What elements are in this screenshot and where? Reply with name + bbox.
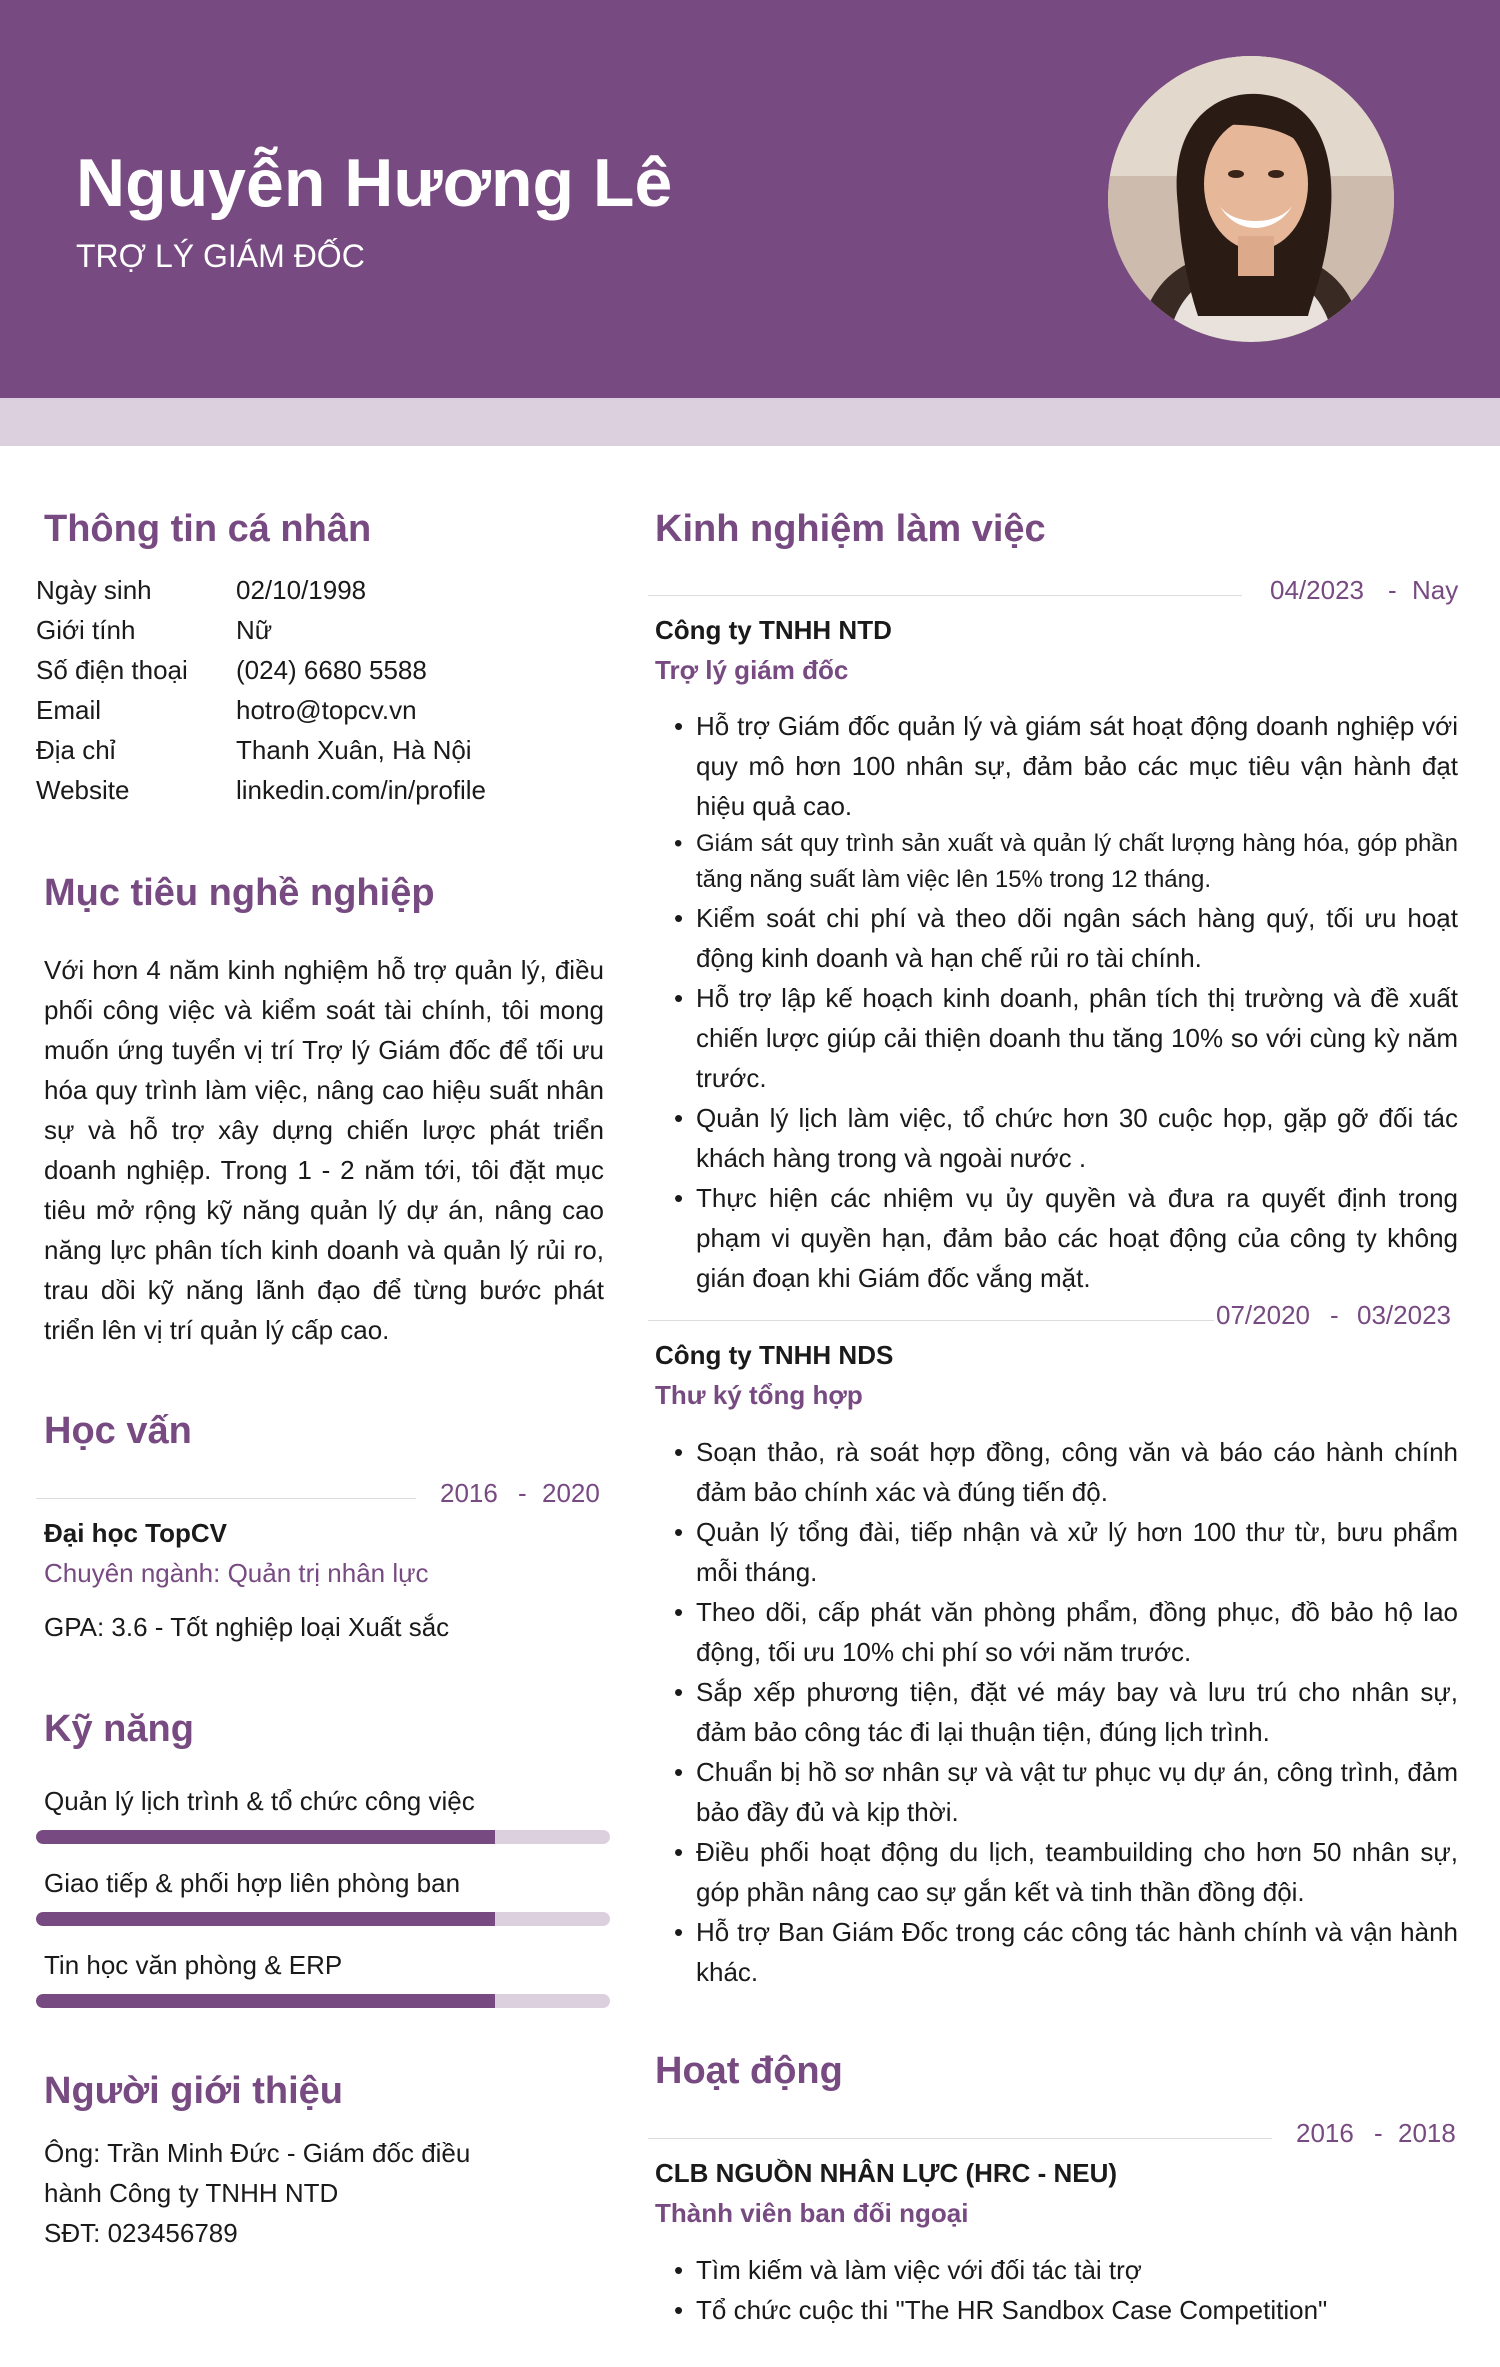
job-1-bullet-4: • Hỗ trợ lập kế hoạch kinh doanh, phân tích thị trường và đề xuất chiến lược giúp cải thiện doanh thu tăng 10% so với cùng kỳ năm trước. <box>672 978 1458 1098</box>
education-divider <box>36 1498 416 1499</box>
education-gpa: GPA: 3.6 - Tốt nghiệp loại Xuất sắc <box>44 1612 450 1642</box>
activity-divider <box>648 2138 1272 2139</box>
skills-heading: Kỹ năng <box>44 1708 194 1750</box>
education-major: Chuyên ngành: Quản trị nhân lực <box>44 1558 429 1588</box>
job-1-divider <box>648 595 1242 596</box>
skill-3-name: Tin học văn phòng & ERP <box>44 1950 343 1980</box>
address-value: Thanh Xuân, Hà Nội <box>236 735 472 765</box>
objective-heading: Mục tiêu nghề nghiệp <box>44 872 435 914</box>
job-1-responsibilities <box>672 706 1458 1298</box>
skill-3-fill <box>36 1994 495 2008</box>
activity-start: 2016 <box>1296 2118 1354 2148</box>
skill-1-name: Quản lý lịch trình & tổ chức công việc <box>44 1786 475 1816</box>
job-1-date-sep: - <box>1388 575 1397 605</box>
job-2-start: 07/2020 <box>1216 1300 1310 1330</box>
job-1-end: Nay <box>1412 575 1459 605</box>
activity-tasks <box>672 2250 1458 2330</box>
activity-org: CLB NGUỒN NHÂN LỰC (HRC - NEU) <box>655 2158 1118 2188</box>
activities-heading: Hoạt động <box>655 2050 843 2092</box>
job-2-bullet-5: • Chuẩn bị hồ sơ nhân sự và vật tư phục vụ dự án, công trình, đảm bảo đầy đủ và kịp thời. <box>672 1752 1458 1832</box>
personal-info-heading: Thông tin cá nhân <box>44 508 372 550</box>
job-2-responsibilities <box>672 1432 1458 1992</box>
gender-label: Giới tính <box>36 615 136 645</box>
email-label: Email <box>36 695 102 725</box>
address-label: Địa chỉ <box>36 735 116 765</box>
education-school: Đại học TopCV <box>44 1518 227 1548</box>
job-2-end: 03/2023 <box>1357 1300 1451 1330</box>
website-label: Website <box>36 775 130 805</box>
email-value: hotro@topcv.vn <box>236 695 417 725</box>
job-2-role: Thư ký tổng hợp <box>655 1380 863 1410</box>
job-2-divider <box>648 1320 1214 1321</box>
activity-role: Thành viên ban đối ngoại <box>655 2198 969 2228</box>
reference-line-2: hành Công ty TNHH NTD <box>44 2178 339 2208</box>
job-1-role: Trợ lý giám đốc <box>655 655 849 685</box>
experience-heading: Kinh nghiệm làm việc <box>655 508 1046 550</box>
website-value: linkedin.com/in/profile <box>236 775 487 805</box>
skill-2-fill <box>36 1912 495 1926</box>
profile-photo <box>1108 56 1394 342</box>
skill-3-bar <box>36 1994 610 2008</box>
job-2-bullet-3: • Theo dõi, cấp phát văn phòng phẩm, đồng phục, đồ bảo hộ lao động, tối ưu 10% chi phí so với năm trước. <box>672 1592 1458 1672</box>
education-heading: Học vấn <box>44 1410 192 1452</box>
activity-date-sep: - <box>1374 2118 1383 2148</box>
job-2-date-sep: - <box>1330 1300 1339 1330</box>
job-2-company: Công ty TNHH NDS <box>655 1340 894 1370</box>
skill-2-bar <box>36 1912 610 1926</box>
activity-end: 2018 <box>1398 2118 1456 2148</box>
job-2-bullet-2: • Quản lý tổng đài, tiếp nhận và xử lý hơn 100 thư từ, bưu phẩm mỗi tháng. <box>672 1512 1458 1592</box>
skill-1-fill <box>36 1830 495 1844</box>
reference-phone: SĐT: 023456789 <box>44 2218 238 2248</box>
education-date-sep: - <box>518 1478 527 1508</box>
job-1-start: 04/2023 <box>1270 575 1364 605</box>
activity-bullet-1: • Tìm kiếm và làm việc với đối tác tài trợ <box>672 2250 1458 2290</box>
activity-bullet-2: • Tổ chức cuộc thi "The HR Sandbox Case Competition" <box>672 2290 1458 2330</box>
references-heading: Người giới thiệu <box>44 2070 343 2112</box>
header-band <box>0 398 1500 446</box>
job-1-company: Công ty TNHH NTD <box>655 615 892 645</box>
job-2-bullet-7: • Hỗ trợ Ban Giám Đốc trong các công tác hành chính và vận hành khác. <box>672 1912 1458 1992</box>
phone-value: (024) 6680 5588 <box>236 655 427 685</box>
dob-value: 02/10/1998 <box>236 575 367 605</box>
job-1-bullet-2: • Giám sát quy trình sản xuất và quản lý chất lượng hàng hóa, góp phần tăng năng suất làm việc lên 15% trong 12 tháng. <box>672 826 1458 898</box>
job-1-bullet-1: • Hỗ trợ Giám đốc quản lý và giám sát hoạt động doanh nghiệp với quy mô hơn 100 nhân sự, đảm bảo các mục tiêu vận hành đạt hiệu quả cao. <box>672 706 1458 826</box>
job-1-bullet-5: • Quản lý lịch làm việc, tổ chức hơn 30 cuộc họp, gặp gỡ đối tác khách hàng trong và ngoài nước . <box>672 1098 1458 1178</box>
job-1-bullet-3: • Kiểm soát chi phí và theo dõi ngân sách hàng quý, tối ưu hoạt động kinh doanh và hạn chế rủi ro tài chính. <box>672 898 1458 978</box>
education-end: 2020 <box>542 1478 600 1508</box>
objective-text: Với hơn 4 năm kinh nghiệm hỗ trợ quản lý, điều phối công việc và kiểm soát tài chính, tôi mong muốn ứng tuyển vị trí Trợ lý Giám đốc để tối ưu hóa quy trình làm việc, nâng cao hiệu suất nhân sự và hỗ trợ xây dựng chiến lược phát triển doanh nghiệp. Trong 1 - 2 năm tới, tôi đặt mục tiêu mở rộng kỹ năng quản lý dự án, nâng cao năng lực phân tích kinh doanh và quản lý rủi ro, trau dồi kỹ năng lãnh đạo để từng bước phát triển lên vị trí quản lý cấp cao. <box>44 955 604 1345</box>
job-2-bullet-6: • Điều phối hoạt động du lịch, teambuilding cho hơn 50 nhân sự, góp phần nâng cao sự gắn kết và tinh thần đồng đội. <box>672 1832 1458 1912</box>
reference-line-1: Ông: Trần Minh Đức - Giám đốc điều <box>44 2138 471 2168</box>
candidate-name: Nguyễn Hương Lê <box>76 145 673 221</box>
phone-label: Số điện thoại <box>36 655 188 685</box>
gender-value: Nữ <box>236 615 273 645</box>
skill-1-bar <box>36 1830 610 1844</box>
dob-label: Ngày sinh <box>36 575 152 605</box>
education-start: 2016 <box>440 1478 498 1508</box>
skill-2-name: Giao tiếp & phối hợp liên phòng ban <box>44 1868 461 1898</box>
job-title: TRỢ LÝ GIÁM ĐỐC <box>76 238 365 274</box>
job-2-bullet-1: • Soạn thảo, rà soát hợp đồng, công văn và báo cáo hành chính đảm bảo chính xác và đúng tiến độ. <box>672 1432 1458 1512</box>
job-2-bullet-4: • Sắp xếp phương tiện, đặt vé máy bay và lưu trú cho nhân sự, đảm bảo công tác đi lại thuận tiện, đúng lịch trình. <box>672 1672 1458 1752</box>
job-1-bullet-6: • Thực hiện các nhiệm vụ ủy quyền và đưa ra quyết định trong phạm vi quyền hạn, đảm bảo các hoạt động của công ty không gián đoạn khi Giám đốc vắng mặt. <box>672 1178 1458 1298</box>
